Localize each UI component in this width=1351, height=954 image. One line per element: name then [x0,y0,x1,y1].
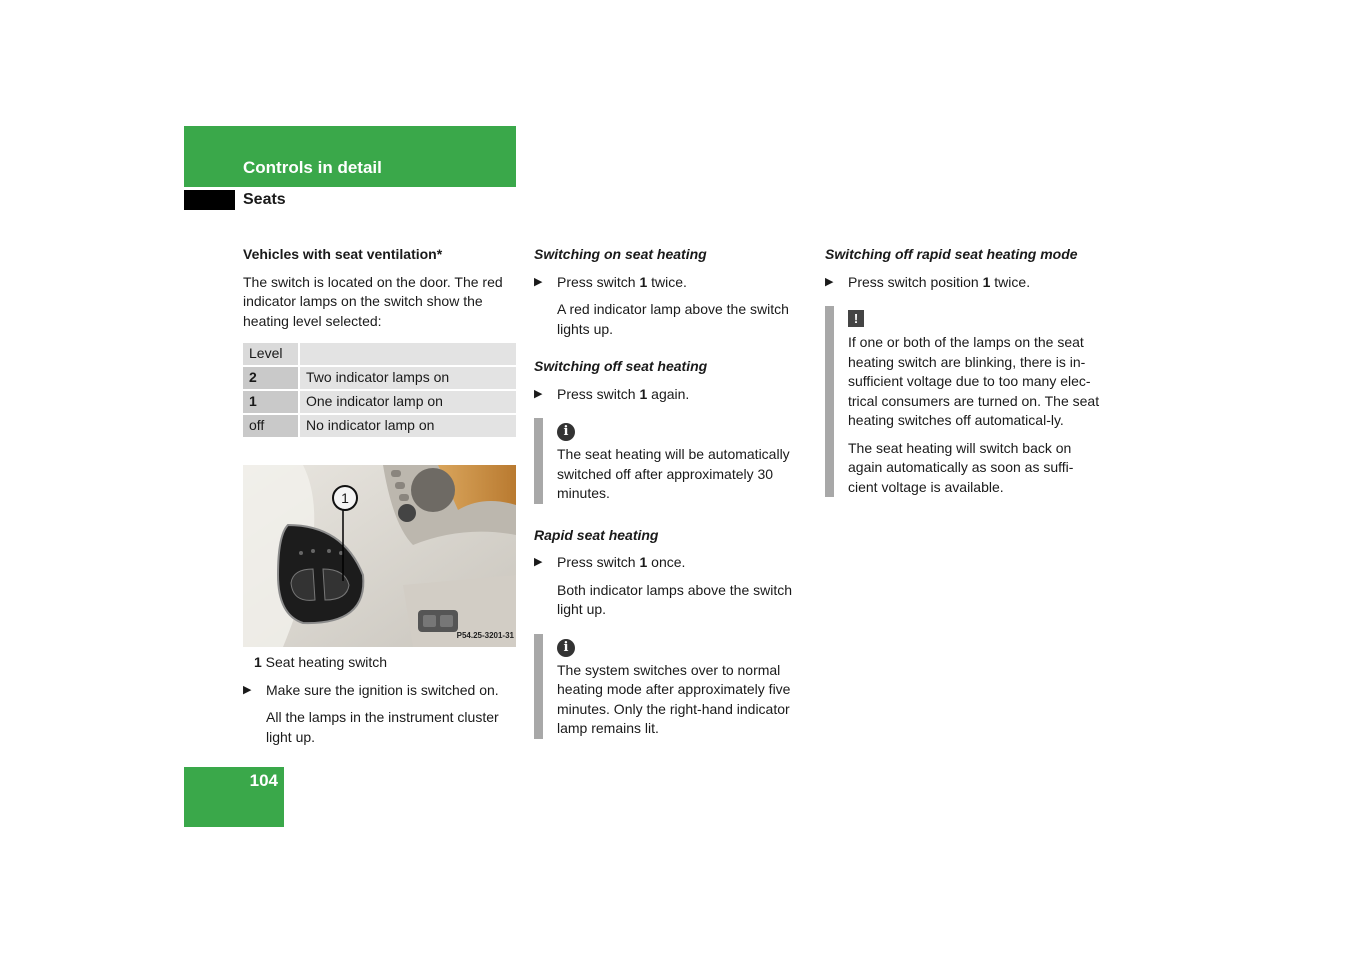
level-cell: off [243,415,298,437]
instruction-step [243,681,516,701]
instruction-step [825,273,1100,293]
switch-number: 1 [982,273,991,290]
warning-text: If one or both of the lamps on the seat heating switch are blinking, there is in-sufficient voltage due to too many elec-trical consumers are turned on. The seat heating switches off automatical-ly. [848,334,1100,428]
step-text: Press switch [557,554,640,570]
intro-paragraph: The switch is located on the door. The red indicator lamps on the switch show the heating level selected: [243,273,503,329]
arrow-icon: ▶ [534,387,543,400]
switch-number: 1 [639,554,648,570]
seat-heating-switch-photo [243,465,516,647]
caption-text: Seat heating switch [261,654,388,670]
arrow-icon: ▶ [825,275,834,288]
info-note [534,418,806,504]
level-cell: 2 [243,367,298,389]
step-result: All the lamps in the instrument cluster light up. [266,709,499,745]
figure-caption [243,653,516,673]
level-cell: 1 [243,391,298,413]
warning-text-2: The seat heating will switch back on again automatically as soon as suffi-cient voltage is available. [848,439,1074,495]
heating-level-table [243,341,516,439]
door-panel-illustration [243,465,516,647]
table-header-row [243,343,516,365]
instruction-step [534,385,806,405]
page-number: 104 [249,771,278,790]
step-text-end: twice. [647,273,687,290]
warning-note [825,306,1100,497]
section-marker [184,190,235,210]
note-text: The system switches over to normal heating mode after approximately five minutes. Only the right-hand indicator lamp remains lit. [557,661,791,736]
info-icon: i [557,639,575,657]
note-bar [534,634,543,739]
table-row [243,415,516,437]
heading-switching-on: Switching on seat heating [534,246,707,262]
step-text: Press switch [557,385,640,402]
table-row [243,367,516,389]
step-text: Make sure the ignition is switched on. [266,681,499,698]
step-result: A red indicator lamp above the switch lights up. [557,301,789,337]
step-text-end: once. [647,554,686,570]
heading-rapid-heating: Rapid seat heating [534,526,659,543]
warning-icon: ! [848,310,864,327]
arrow-icon: ▶ [534,275,543,288]
step-text-end: again. [647,385,690,402]
desc-cell: One indicator lamp on [298,391,516,413]
desc-cell: No indicator lamp on [298,415,516,437]
section-title: Seats [243,191,286,208]
switch-number: 1 [639,385,648,402]
figure-code: P54.25-3201-31 [456,630,514,640]
instruction-step [534,553,806,573]
note-bar [825,306,834,497]
arrow-icon: ▶ [243,683,252,696]
arrow-icon: ▶ [534,556,543,568]
column-right [825,245,1100,513]
caption-number: 1 [254,654,262,670]
heading-switching-off: Switching off seat heating [534,358,708,374]
callout-marker: 1 [332,485,358,511]
desc-cell: Two indicator lamps on [298,367,516,389]
heading-seat-ventilation: Vehicles with seat ventilation* [243,246,443,262]
table-row [243,391,516,413]
instruction-step [534,273,806,293]
table-header-desc [298,343,516,365]
table-header-level: Level [243,343,298,365]
switch-number: 1 [639,273,648,290]
step-text: Press switch [557,273,640,290]
info-note [534,634,806,739]
note-text: The seat heating will be automatically switched off after approximately 30 minutes. [557,446,790,501]
heading-rapid-off: Switching off rapid seat heating mode [825,246,1078,262]
step-text-end: twice. [990,273,1031,290]
column-left [243,245,516,755]
step-result: Both indicator lamps above the switch light up. [557,581,793,617]
column-middle [534,245,806,755]
chapter-title: Controls in detail [243,158,382,177]
info-icon: i [557,423,575,441]
step-text: Press switch position [848,273,983,290]
note-bar [534,418,543,504]
